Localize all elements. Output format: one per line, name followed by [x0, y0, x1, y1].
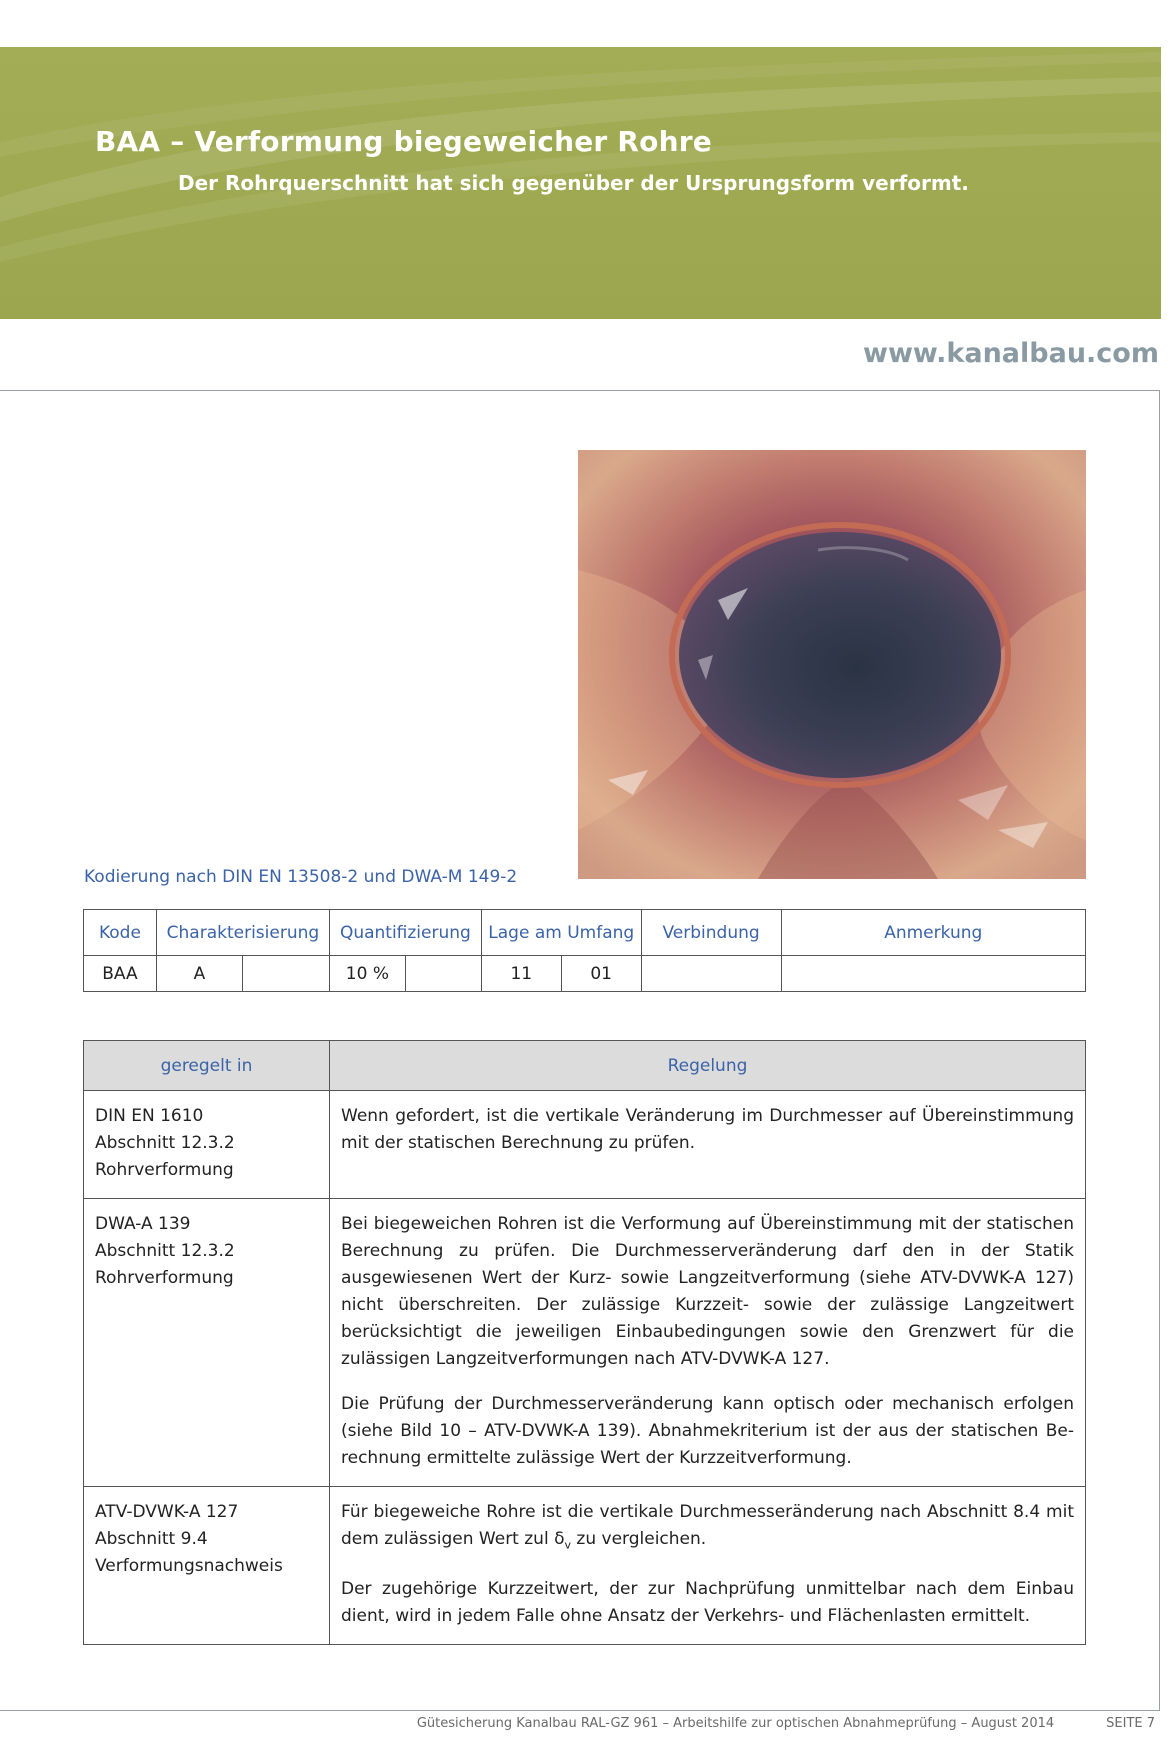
- rules-row: [84, 1091, 1086, 1199]
- rule-reference-line: Abschnitt 12.3.2: [95, 1133, 235, 1153]
- cell-verbindung: [641, 956, 781, 992]
- rule-reference-line: Abschnitt 9.4: [95, 1529, 208, 1549]
- cell-kode: BAA: [84, 956, 157, 992]
- col-kode: Kode: [84, 910, 157, 956]
- website-link[interactable]: www.kanalbau.com: [863, 338, 1159, 369]
- footer-text: Gütesicherung Kanalbau RAL-GZ 961 – Arbeitshilfe zur optischen Abnahmeprüfung – August 2014: [416, 1716, 1055, 1731]
- cell-quantifizierung-2: [405, 956, 481, 992]
- col-quantifizierung: Quantifizierung: [329, 910, 481, 956]
- cell-quantifizierung-1: 10 %: [329, 956, 405, 992]
- col-geregelt-in: geregelt in: [84, 1041, 330, 1091]
- rules-row: [84, 1199, 1086, 1487]
- rule-text-fragment: zu vergleichen.: [571, 1529, 707, 1549]
- cell-lage-2: 01: [561, 956, 641, 992]
- col-anmerkung: Anmerkung: [781, 910, 1085, 956]
- page-subtitle: Der Rohrquerschnitt hat sich gegenüber der Ursprungsform verformt.: [178, 171, 969, 195]
- col-charakterisierung: Charakterisierung: [156, 910, 329, 956]
- cell-charakterisierung-2: [242, 956, 329, 992]
- frame-line-top: [0, 390, 1160, 391]
- rule-text-fragment: Für biegeweiche Rohre ist die vertikale Durchmesseränderung nach Abschnitt 8.4 mit dem zulässigen Wert zul δ: [341, 1502, 1074, 1549]
- rule-text: [330, 1091, 1086, 1199]
- rule-reference: [84, 1487, 330, 1645]
- frame-line-bottom: [0, 1710, 1160, 1711]
- page-title: BAA – Verformung biegeweicher Rohre: [95, 125, 712, 158]
- rule-reference-line: ATV-DVWK-A 127: [95, 1502, 239, 1522]
- frame-line-right: [1159, 390, 1160, 1710]
- rule-paragraph: Die Prüfung der Durchmesserveränderung kann optisch oder mechanisch erfolgen (siehe Bild 10 – ATV-DVWK-A 139). Abnahmekriterium ist der aus der statischen Berechnung ermittelte zulässige Wert der Kurzzeitverformung.: [341, 1394, 1074, 1468]
- rule-reference-line: Abschnitt 12.3.2: [95, 1241, 235, 1261]
- coding-caption: Kodierung nach DIN EN 13508-2 und DWA-M 149-2: [84, 867, 518, 887]
- rule-text: [330, 1487, 1086, 1645]
- cell-charakterisierung-1: A: [156, 956, 242, 992]
- col-lage-am-umfang: Lage am Umfang: [481, 910, 641, 956]
- rule-paragraph: Bei biegeweichen Rohren ist die Verformung auf Übereinstimmung mit der statischen Berechnung zu prüfen. Die Durchmesserveränderung darf den in der Statik ausgewiesenen Wert der Kurz- sowie Langzeitverformung (siehe ATV-DVWK-A 127) nicht überschreiten. Der zulässige Kurzzeit- sowie der zulässige Langzeitwert berücksichtigt die jeweiligen Einbaubedingungen sowie den Grenzwert für die zulässigen Langzeitverformungen nach ATV-DVWK-A 127.: [341, 1214, 1074, 1369]
- rule-reference-line: Rohrverformung: [95, 1160, 234, 1180]
- coding-data-row: [84, 956, 1086, 992]
- rule-paragraph: [341, 1499, 1074, 1558]
- rules-header-row: [84, 1041, 1086, 1091]
- cell-lage-1: 11: [481, 956, 561, 992]
- rule-paragraph: Wenn gefordert, ist die vertikale Veränderung im Durchmesser auf Übereinstimmung mit der statischen Berechnung zu prüfen.: [341, 1106, 1074, 1153]
- delta-subscript: v: [564, 1538, 571, 1552]
- rule-reference: [84, 1091, 330, 1199]
- pipe-inspection-photo: [578, 450, 1086, 879]
- rule-text: [330, 1199, 1086, 1487]
- coding-table: [83, 909, 1086, 992]
- rule-reference-line: DWA-A 139: [95, 1214, 191, 1234]
- rule-reference-line: Verformungsnachweis: [95, 1556, 283, 1576]
- col-regelung: Regelung: [330, 1041, 1086, 1091]
- rule-reference-line: DIN EN 1610: [95, 1106, 204, 1126]
- page-footer: [417, 1716, 1155, 1731]
- page-number: SEITE 7: [1106, 1716, 1155, 1731]
- cell-anmerkung: [781, 956, 1085, 992]
- rule-paragraph: Der zugehörige Kurzzeitwert, der zur Nachprüfung unmittelbar nach dem Einbau dient, wird in jedem Falle ohne Ansatz der Verkehrs- und Flächenlasten ermittelt.: [341, 1579, 1074, 1627]
- coding-header-row: [84, 910, 1086, 956]
- col-verbindung: Verbindung: [641, 910, 781, 956]
- header-banner: [0, 47, 1161, 319]
- rules-table: [83, 1040, 1086, 1645]
- rule-reference-line: Rohrverformung: [95, 1268, 234, 1288]
- rule-reference: [84, 1199, 330, 1487]
- rules-row: [84, 1487, 1086, 1645]
